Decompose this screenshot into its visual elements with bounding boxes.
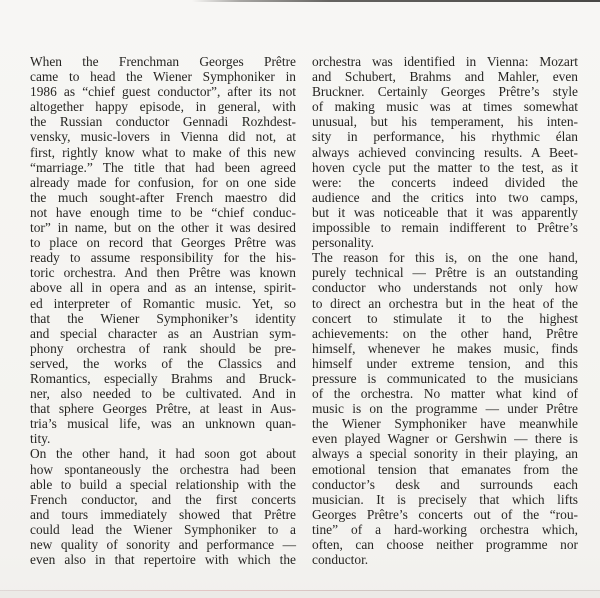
text-line: concert to stimulate it to the highest: [312, 310, 578, 326]
text-line: first, rightly know what to make of this new: [30, 144, 296, 160]
text-line: the Russian conductor Gennadi Rozhdest-: [30, 114, 296, 130]
text-line: The reason for this is, on the one hand,: [312, 250, 578, 266]
text-line: When the Frenchman Georges Prêtre: [30, 54, 296, 69]
text-line: always achieved convincing results. A Beet-: [312, 144, 578, 160]
text-line: phony orchestra of rank should be pre-: [30, 340, 296, 356]
text-line: able to build a special relationship with the: [30, 476, 296, 492]
text-line: personality.: [312, 235, 374, 251]
text-line: conductor.: [312, 552, 369, 568]
text-line: unusual, but his temperament, his inten-: [312, 114, 578, 130]
text-line: came to head the Wiener Symphoniker in: [30, 69, 296, 85]
text-line: himself, whenever he makes music, finds: [312, 340, 578, 356]
text-line: how spontaneously the orchestra had been: [30, 461, 296, 477]
text-line: could lead the Wiener Symphoniker to a: [30, 521, 296, 537]
text-line: conductor who understands not only how: [312, 280, 578, 296]
text-line: conductor’s desk and surrounds each: [312, 476, 578, 492]
text-line: and Schubert, Brahms and Mahler, even: [312, 69, 578, 85]
text-line: to place on record that Georges Prêtre was: [30, 235, 296, 251]
text-line: 1986 as “chief guest conductor”, after its not: [30, 84, 296, 100]
text-line: tria’s musical life, was an unknown quan-: [30, 416, 296, 432]
text-line: himself under extreme tension, and this: [312, 355, 578, 371]
text-line: even played Wagner or Gershwin — there is: [312, 431, 578, 447]
text-column-right: [312, 54, 578, 567]
text-line: always a special sonority in their playing, an: [312, 446, 578, 462]
text-line: toric orchestra. And then Prêtre was known: [30, 265, 296, 281]
text-line: tine” of a hard-working orchestra which,: [312, 521, 578, 537]
text-line: orchestra was identified in Vienna: Mozart: [312, 54, 578, 69]
text-line: served, the works of the Classics and: [30, 355, 296, 371]
scan-bottom-edge-band: [0, 591, 600, 598]
text-line: On the other hand, it had soon got about: [30, 446, 296, 462]
text-line: achievements: on the other hand, Prêtre: [312, 325, 578, 341]
text-line: often, can choose neither programme nor: [312, 537, 578, 552]
scan-top-edge-shadow: [0, 0, 600, 2]
text-line: Romantics, especially Brahms and Bruck-: [30, 370, 296, 386]
text-line: sity in performance, his rhythmic élan: [312, 129, 578, 145]
text-line: music is on the programme — under Prêtre: [312, 401, 578, 417]
text-line: to direct an orchestra but in the heat of the: [312, 295, 578, 311]
text-line: ed interpreter of Romantic music. Yet, so: [30, 295, 296, 311]
text-line: new quality of sonority and performance —: [30, 537, 296, 552]
text-line: the much sought-after French maestro did: [30, 189, 296, 205]
text-line: and tours immediately showed that Prêtre: [30, 506, 296, 522]
text-line: impossible to remain indifferent to Prêtre’s: [312, 220, 578, 236]
text-line: not have enough time to be “chief conduc-: [30, 204, 296, 220]
text-line: that sphere Georges Prêtre, at least in Aus-: [30, 401, 296, 417]
text-line: tor” in name, but on the other it was desired: [30, 220, 296, 236]
text-line: of making music was at times somewhat: [312, 99, 578, 115]
text-line: that the Wiener Symphoniker’s identity: [30, 310, 296, 326]
text-line: and special character as an Austrian sym-: [30, 325, 296, 341]
text-line: even also in that repertoire with which the: [30, 552, 296, 568]
text-line: the Wiener Symphoniker have meanwhile: [312, 416, 578, 432]
text-line: above all in opera and as an intense, spirit-: [30, 280, 296, 296]
text-line: ner, also needed to be cultivated. And in: [30, 386, 296, 402]
text-column-left: [30, 54, 296, 567]
text-line: Bruckner. Certainly Georges Prêtre’s style: [312, 84, 578, 100]
text-line: were: the concerts indeed divided the: [312, 174, 578, 190]
text-line: altogether happy episode, in general, with: [30, 99, 296, 115]
text-line: tity.: [30, 431, 51, 447]
text-line: Georges Prêtre’s concerts out of the “rou-: [312, 506, 578, 522]
text-line: audience and the critics into two camps,: [312, 189, 578, 205]
text-line: already made for confusion, for on one side: [30, 174, 296, 190]
text-line: hoven cycle put the matter to the test, as it: [312, 159, 578, 175]
text-line: vensky, music-lovers in Vienna did not, at: [30, 129, 296, 145]
text-line: but it was noticeable that it was apparently: [312, 204, 578, 220]
text-line: of the orchestra. No matter what kind of: [312, 386, 578, 402]
text-line: musician. It is precisely that which lifts: [312, 491, 578, 507]
text-line: ready to assume responsibility for the his-: [30, 250, 296, 266]
text-line: “marriage.” The title that had been agreed: [30, 159, 296, 175]
text-line: French conductor, and the first concerts: [30, 491, 296, 507]
text-line: emotional tension that emanates from the: [312, 461, 578, 477]
text-line: pressure is communicated to the musicians: [312, 370, 578, 386]
text-line: purely technical — Prêtre is an outstanding: [312, 265, 578, 281]
